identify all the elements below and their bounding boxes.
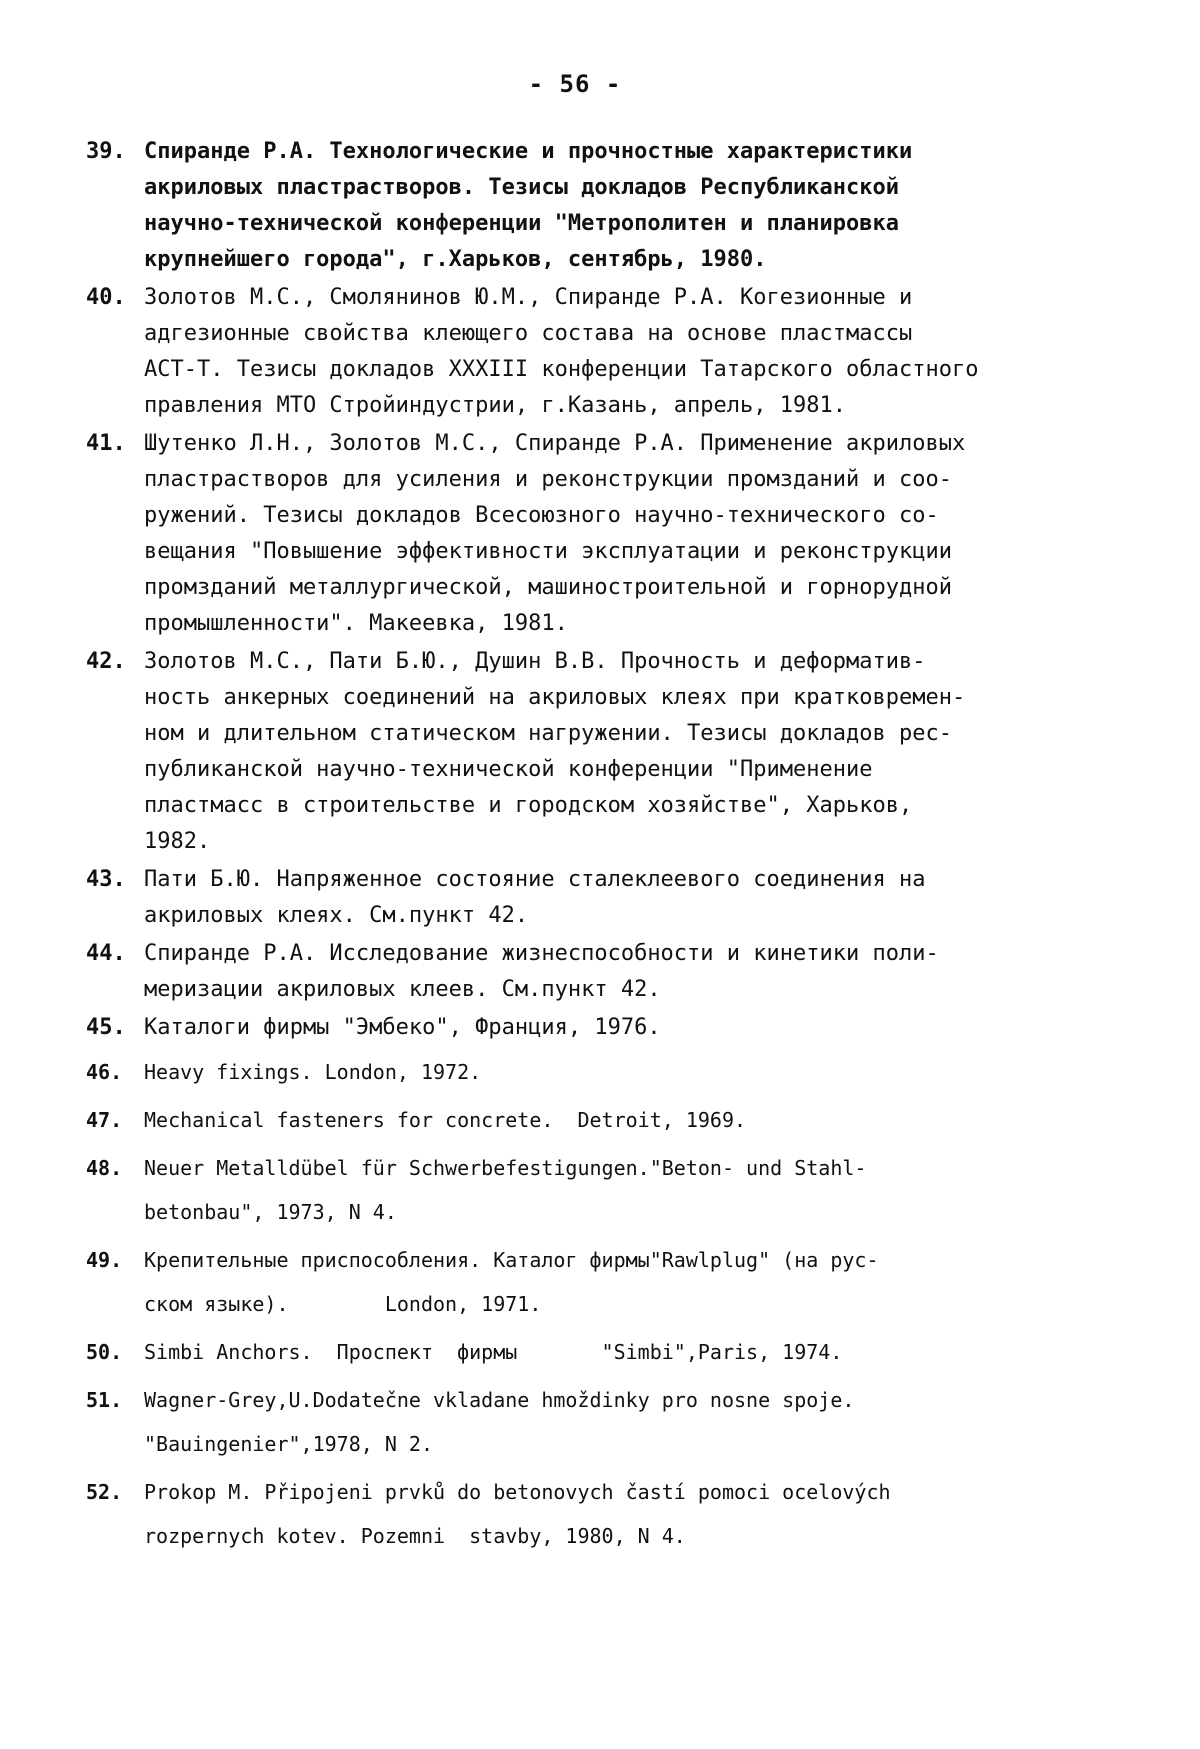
reference-text-line: Neuer Metalldübel für Schwerbefestigungen."Beton- und Stahl- <box>144 1156 867 1180</box>
reference-text-line: betonbau", 1973, N 4. <box>144 1200 397 1224</box>
reference-text-line: промышленности". Макеевка, 1981. <box>144 611 568 636</box>
reference-item <box>86 1378 1126 1466</box>
reference-item <box>86 1470 1126 1558</box>
reference-item <box>86 936 1126 1008</box>
reference-text-line: промзданий металлургической, машиностроительной и горнорудной <box>144 575 952 600</box>
reference-text-line: ность анкерных соединений на акриловых клеях при кратковремен- <box>144 685 966 710</box>
reference-number: 45. <box>86 1015 126 1040</box>
reference-text-line: вещания "Повышение эффективности эксплуатации и реконструкции <box>144 539 952 564</box>
reference-text-line: Крепительные приспособления. Каталог фирмы"Rawlplug" (на рус- <box>144 1248 879 1272</box>
reference-text-line: правления МТО Стройиндустрии, г.Казань, апрель, 1981. <box>144 393 846 418</box>
reference-number: 41. <box>86 431 126 456</box>
reference-text-line: меризации акриловых клеев. См.пункт 42. <box>144 977 661 1002</box>
reference-text-line: Спиранде Р.А. Технологические и прочностные характеристики <box>144 139 913 164</box>
reference-item <box>86 1330 1126 1374</box>
reference-text-line: Wagner-Grey,U.Dodatečne vkladane hmoždinky pro nosne spoje. <box>144 1388 855 1412</box>
reference-text-line: "Bauingenier",1978, N 2. <box>144 1432 433 1456</box>
reference-text-line: акриловых клеях. См.пункт 42. <box>144 903 529 928</box>
reference-number: 49. <box>86 1248 123 1272</box>
reference-text-line: Шутенко Л.Н., Золотов М.С., Спиранде Р.А. Применение акриловых <box>144 431 966 456</box>
reference-number: 51. <box>86 1388 123 1412</box>
reference-text-line: АСТ-Т. Тезисы докладов XXXIII конференции Татарского областного <box>144 357 979 382</box>
reference-text-line: Пати Б.Ю. Напряженное состояние сталеклеевого соединения на <box>144 867 926 892</box>
page-number: - 56 - <box>528 70 622 98</box>
reference-text-line: ружений. Тезисы докладов Всесоюзного научно-технического со- <box>144 503 939 528</box>
reference-text-line: крупнейшего города", г.Харьков, сентябрь, 1980. <box>144 247 767 272</box>
reference-text-line: Heavy fixings. London, 1972. <box>144 1060 482 1084</box>
reference-text-line: ском языке). London, 1971. <box>144 1292 542 1316</box>
reference-text-line: публиканской научно-технической конференции "Применение <box>144 757 873 782</box>
reference-text-line: Золотов М.С., Смолянинов Ю.М., Спиранде Р.А. Когезионные и <box>144 285 913 310</box>
reference-text-line: Prokop M. Připojeni prvků do betonovych častí pomoci ocelových <box>144 1480 891 1504</box>
reference-number: 47. <box>86 1108 123 1132</box>
reference-text-line: Золотов М.С., Пати Б.Ю., Душин В.В. Прочность и деформатив- <box>144 649 926 674</box>
reference-text-line: пластрастворов для усиления и реконструкции промзданий и соо- <box>144 467 952 492</box>
reference-text-line: пластмасс в строительстве и городском хозяйстве", Харьков, <box>144 793 913 818</box>
reference-text-line: Спиранде Р.А. Исследование жизнеспособности и кинетики поли- <box>144 941 939 966</box>
reference-text-line: акриловых пластрастворов. Тезисы докладов Республиканской <box>144 175 899 200</box>
reference-text-line: ном и длительном статическом нагружении. Тезисы докладов рес- <box>144 721 952 746</box>
reference-item <box>86 134 1126 278</box>
reference-text-line: научно-технической конференции "Метрополитен и планировка <box>144 211 899 236</box>
reference-list <box>86 134 1126 1560</box>
reference-number: 52. <box>86 1480 123 1504</box>
reference-item <box>86 1010 1126 1046</box>
reference-item <box>86 1238 1126 1326</box>
reference-number: 44. <box>86 941 126 966</box>
reference-number: 50. <box>86 1340 123 1364</box>
reference-item <box>86 1050 1126 1094</box>
reference-item <box>86 644 1126 860</box>
reference-number: 46. <box>86 1060 123 1084</box>
reference-text-line: rozpernych kotev. Pozemni stavby, 1980, N 4. <box>144 1524 686 1548</box>
reference-item <box>86 1146 1126 1234</box>
reference-item <box>86 426 1126 642</box>
reference-number: 40. <box>86 285 126 310</box>
reference-item <box>86 862 1126 934</box>
reference-text-line: Simbi Anchors. Проспект фирмы "Simbi",Paris, 1974. <box>144 1340 843 1364</box>
reference-item <box>86 1098 1126 1142</box>
reference-text-line: Каталоги фирмы "Эмбеко", Франция, 1976. <box>144 1015 661 1040</box>
reference-text-line: Mechanical fasteners for concrete. Detroit, 1969. <box>144 1108 747 1132</box>
reference-text-line: 1982. <box>144 829 211 854</box>
reference-number: 43. <box>86 867 126 892</box>
reference-text-line: адгезионные свойства клеющего состава на основе пластмассы <box>144 321 913 346</box>
reference-number: 39. <box>86 139 126 164</box>
reference-number: 42. <box>86 649 126 674</box>
reference-item <box>86 280 1126 424</box>
reference-number: 48. <box>86 1156 123 1180</box>
